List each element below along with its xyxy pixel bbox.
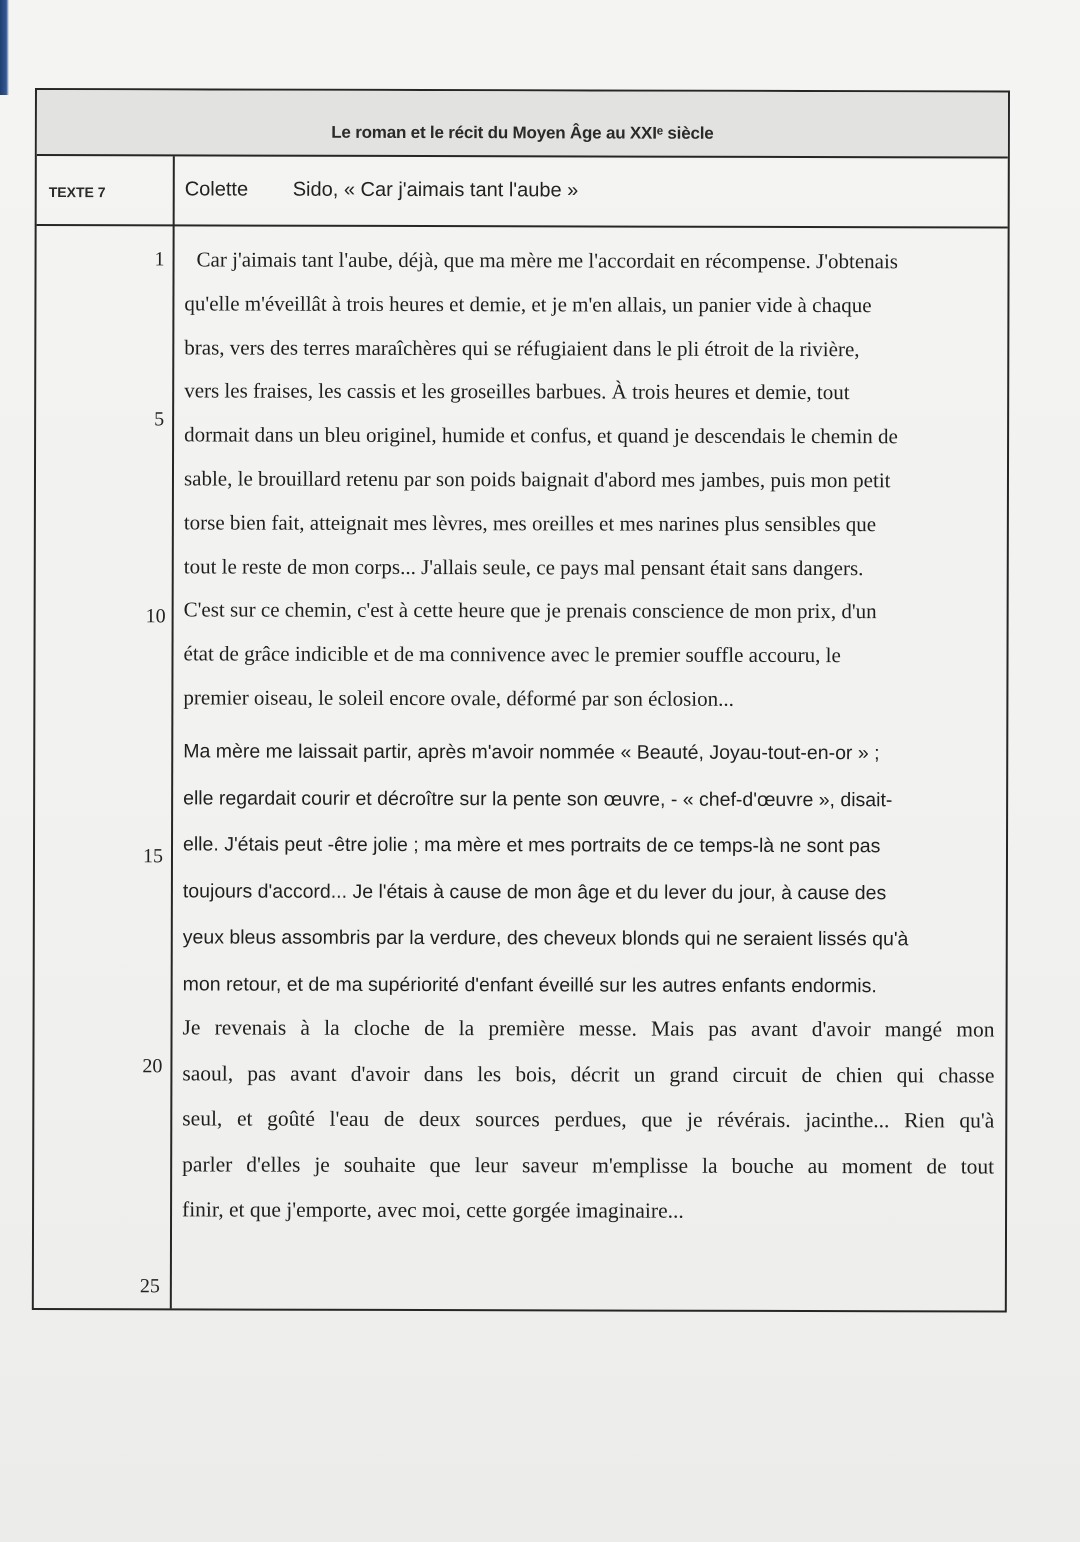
text-line: mon retour, et de ma supériorité d'enfant éveillé sur les autres enfants endormis. (182, 972, 877, 997)
text-line: bras, vers des terres maraîchères qui se réfugiaient dans le pli étroit de la rivière, (184, 334, 860, 361)
paragraph-3 (182, 1005, 995, 1235)
line-number-15: 15 (142, 845, 164, 868)
text-line: seul, et goûté l'eau de deux sources perdues, que je révérais. jacinthe... Rien qu'à (182, 1106, 995, 1133)
paragraph-1 (183, 238, 996, 722)
paragraph-2 (183, 728, 990, 1009)
text-line: qu'elle m'éveillât à trois heures et demie, et je m'en allais, un panier vide à chaque (184, 291, 872, 317)
text-line: yeux bleus assombris par la verdure, des cheveux blonds qui ne seraient lissés qu'à (182, 926, 909, 951)
text-line: tout le reste de mon corps... J'allais seule, ce pays mal pensant était sans dangers. (183, 553, 864, 580)
text-line: saoul, pas avant d'avoir dans les bois, décrit un grand circuit de chien qui chasse (182, 1060, 995, 1088)
text-line: finir, et que j'emporte, avec moi, cette gorgée imaginaire... (182, 1197, 684, 1223)
text-line: dormait dans un bleu originel, humide et confus, et quand je descendais le chemin de (184, 422, 898, 449)
text-line: état de grâce indicible et de ma connivence avec le premier souffle accouru, le (183, 641, 841, 668)
author-name: Colette (184, 178, 249, 201)
text-line: toujours d'accord... Je l'étais à cause de mon âge et du lever du jour, à cause des (182, 879, 887, 904)
text-line: vers les fraises, les cassis et les groseilles barbues. À trois heures et demie, tout (184, 378, 850, 405)
text-line: elle. J'étais peut -être jolie ; ma mère et mes portraits de ce temps-là ne sont pas (182, 833, 881, 858)
text-line: C'est sur ce chemin, c'est à cette heure que je prenais conscience de mon prix, d'un (183, 597, 877, 624)
text-line: Car j'aimais tant l'aube, déjà, que ma mère me l'accordait en récompense. J'obtenais (196, 247, 899, 274)
column-divider (170, 156, 175, 1308)
binder-edge (0, 0, 9, 95)
document-table (32, 88, 1010, 1313)
work-title: Sido, « Car j'aimais tant l'aube » (292, 178, 579, 202)
text-line: torse bien fait, atteignait mes lèvres, mes oreilles et mes narines plus sensibles que (183, 510, 877, 536)
line-number-5: 5 (154, 408, 165, 431)
line-number-1: 1 (154, 248, 165, 271)
line-number-25: 25 (139, 1275, 160, 1298)
line-number-10: 10 (145, 605, 166, 628)
info-row (37, 156, 1008, 229)
text-number-label: TEXTE 7 (48, 184, 106, 201)
text-line: Ma mère me laissait partir, après m'avoir nommée « Beauté, Joyau-tout-en-or » ; (183, 740, 880, 765)
text-line: elle regardait courir et décroître sur la pente son œuvre, - « chef-d'œuvre », disait- (183, 786, 893, 811)
line-number-20: 20 (142, 1055, 163, 1078)
text-line: Je revenais à la cloche de la première messe. Mais pas avant d'avoir mangé mon (182, 1015, 995, 1042)
page-title: Le roman et le récit du Moyen Âge au XXIᵉ siècle (331, 122, 714, 143)
text-line: sable, le brouillard retenu par son poids baignait d'abord mes jambes, puis mon petit (183, 466, 891, 493)
text-line: parler d'elles je souhaite que leur saveur m'emplisse la bouche au moment de tout (182, 1151, 995, 1179)
text-line: premier oiseau, le soleil encore ovale, déformé par son éclosion... (183, 685, 734, 711)
header-row (37, 90, 1008, 159)
